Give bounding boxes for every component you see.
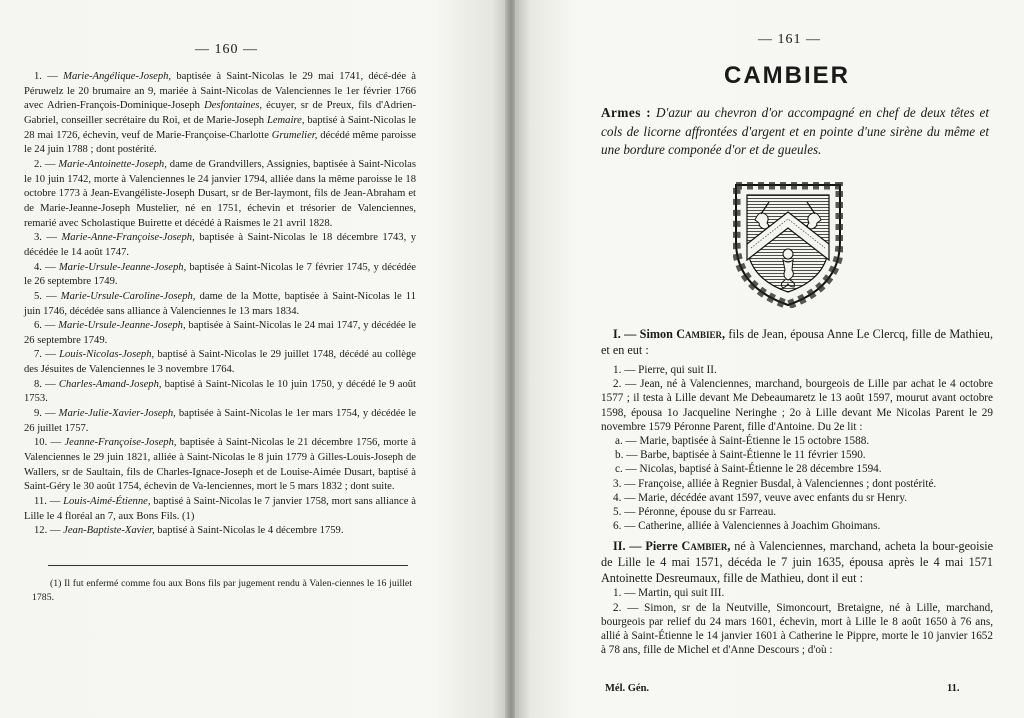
right-page [515, 0, 1024, 718]
entry-4: 4. — Marie-Ursule-Jeanne-Joseph, baptisée à Saint-Nicolas le 7 février 1745, y décédée le 26 septembre 1749. [24, 261, 416, 288]
entry-3: 3. — Marie-Anne-Françoise-Joseph, baptisée à Saint-Nicolas le 18 décembre 1743, y décédée le 14 août 1747. [24, 232, 417, 258]
grandchild-c: c. — Nicolas, baptisé à Saint-Étienne le 28 décembre 1594. [615, 463, 882, 476]
grandchild-a: a. — Marie, baptisée à Saint-Étienne le 15 octobre 1588. [615, 435, 870, 448]
entry-7: 7. — Louis-Nicolas-Joseph, baptisé à Saint-Nicolas le 29 juillet 1748, décédé au collège des Jésuites de Valenciennes le 3 novembre 1764. [24, 349, 417, 376]
left-text-column [24, 70, 416, 539]
arms-blazon [601, 104, 989, 160]
family-title: CAMBIER [724, 62, 850, 89]
child-1-5: 5. — Péronne, épouse du sr Farreau. [613, 506, 777, 519]
footnote-divider [48, 565, 408, 566]
arms-text: D'azur au chevron d'or accompagné en chef de deux têtes et cols de licorne affrontées d'argent et en pointe d'une sirène du même et une bordure componée d'or et de gueules. [601, 105, 989, 157]
entry-8: 8. — Charles-Amand-Joseph, baptisé à Saint-Nicolas le 10 juin 1750, y décédé le 9 août 1753. [24, 378, 416, 405]
grandchild-b: b. — Barbe, baptisée à Saint-Étienne le 11 février 1590. [615, 449, 866, 462]
arms-label: Armes : [601, 105, 652, 120]
journal-abbrev: Mél. Gén. [605, 683, 650, 694]
entry-9: 9. — Marie-Julie-Xavier-Joseph, baptisée à Saint-Nicolas le 1er mars 1754, y décédée le 26 juillet 1757. [24, 408, 416, 434]
child-2-2: 2. — Simon, sr de la Neutville, Simoncourt, Bretaigne, né à Lille, marchand, bourgeois par relief du 24 mars 1601, échevin, mort à Lille le 8 août 1650 à 76 ans, allié à Saint-Étienne le 14 janvier 1601 à Catherine le Pippre, morte le 10 janvier 1652 à 78 ans, fille de Michel et d'Anne Descours ; d'où : [601, 601, 993, 657]
entry-10: 10. — Jeanne-Françoise-Joseph, baptisée à Saint-Nicolas le 21 décembre 1756, morte à Valenciennes le 29 juin 1821, alliée à Saint-Nicolas le 8 juin 1779 à Gilles-Louis-Joseph de Wallers, sr de Saultain, fils de Charles-Ignace-Joseph et de Louise-Aimée Dusart, baptisé à Saint-Géry le 30 août 1754, échevin de Va-lenciennes, mort le 5 mars 1832 ; dont suite. [24, 437, 416, 493]
right-text-column [601, 326, 993, 657]
coat-of-arms-icon [733, 182, 843, 308]
generation-1: I. — Simon Cambier, fils de Jean, épousa Anne Le Clercq, fille de Mathieu, et en eut : [601, 327, 994, 357]
child-1-4: 4. — Marie, décédée avant 1597, veuve avec enfants du sr Henry. [613, 491, 908, 504]
generation-2: II. — Pierre Cambier, né à Valenciennes, marchand, acheta la bour-geoisie de Lille le 4 mai 1571, décéda le 7 juin 1635, épousa après le 4 mai 1571 Antoinette Desreumaux, fille de Mathieu, dont il eut : [601, 539, 994, 586]
entry-6: 6. — Marie-Ursule-Jeanne-Joseph, baptisée à Saint-Nicolas le 24 mai 1747, y décédée le 26 septembre 1749. [24, 320, 416, 346]
right-page-number: — 161 — [758, 32, 821, 47]
entry-11: 11. — Louis-Aimé-Étienne, baptisé à Saint-Nicolas le 7 janvier 1758, mort sans alliance à Lille le 4 floréal an 7, aux Bons Fils. (1) [24, 496, 416, 522]
left-page-number: — 160 — [195, 42, 258, 57]
entry-1: 1. — Marie-Angélique-Joseph, baptisée à Saint-Nicolas le 29 mai 1741, décé-dée à Péruwelz le 20 brumaire an 9, mariée à Saint-Nicolas de Valenciennes le 1er février 1766 avec Adrien-François-Dominique-Joseph Desfontaines, écuyer, sr de Preux, fils d'Adrien-Gabriel, conseiller secrétaire du Roi, et de Marie-Joseph Lemaire, baptisé à Saint-Nicolas le 28 mai 1726, échevin, veuf de Marie-Françoise-Charlotte Grumelier, décédé même paroisse le 24 juin 1788 ; dont postérité. [24, 71, 417, 156]
child-1-3: 3. — Françoise, alliée à Regnier Busdal, à Valenciennes ; dont postérité. [613, 477, 937, 490]
entry-12: 12. — Jean-Baptiste-Xavier, baptisé à Saint-Nicolas le 4 décembre 1759. [34, 525, 344, 537]
child-1-1: 1. — Pierre, qui suit II. [613, 364, 717, 376]
entry-2: 2. — Marie-Antoinette-Joseph, dame de Grandvillers, Assignies, baptisée à Saint-Nicolas le 10 juin 1742, morte à Valenciennes le 24 janvier 1794, alliée dans la même paroisse le 18 octobre 1773 à Jean-Evangéliste-Joseph Dusart, sr de Ber-laymont, fils de Jean-Abraham et de Marie-Jeanne-Joseph Mustelier, né en 1751, échevin et trésorier de Valenciennes, remarié avec Scholastique Buirette et décédé à Raismes le 21 avril 1828. [24, 158, 417, 229]
child-2-1: 1. — Martin, qui suit III. [613, 587, 725, 600]
signature-mark: 11. [947, 683, 960, 694]
child-1-6: 6. — Catherine, alliée à Valenciennes à Joachim Ghoimans. [613, 520, 881, 533]
entry-5: 5. — Marie-Ursule-Caroline-Joseph, dame de la Motte, baptisée à Saint-Nicolas le 11 juin 1746, décédée sans alliance à Valenciennes le 13 mars 1834. [24, 290, 416, 317]
left-page [0, 0, 507, 718]
child-1-2: 2. — Jean, né à Valenciennes, marchand, bourgeois de Lille par achat le 4 octobre 1577 ; il testa à Lille devant Me Debeaumaretz le 13 août 1597, mourut avant octobre 1598, épousa 1o Jacqueline Neringhe ; 2o à Lille devant Me Nicolas Parent le 29 novembre 1579 Péronne Parent, fille d'Antoine. Du 2e lit : [601, 378, 993, 433]
footnote: (1) Il fut enfermé comme fou aux Bons fils par jugement rendu à Valen-ciennes le 16 juillet 1785. [32, 578, 412, 603]
